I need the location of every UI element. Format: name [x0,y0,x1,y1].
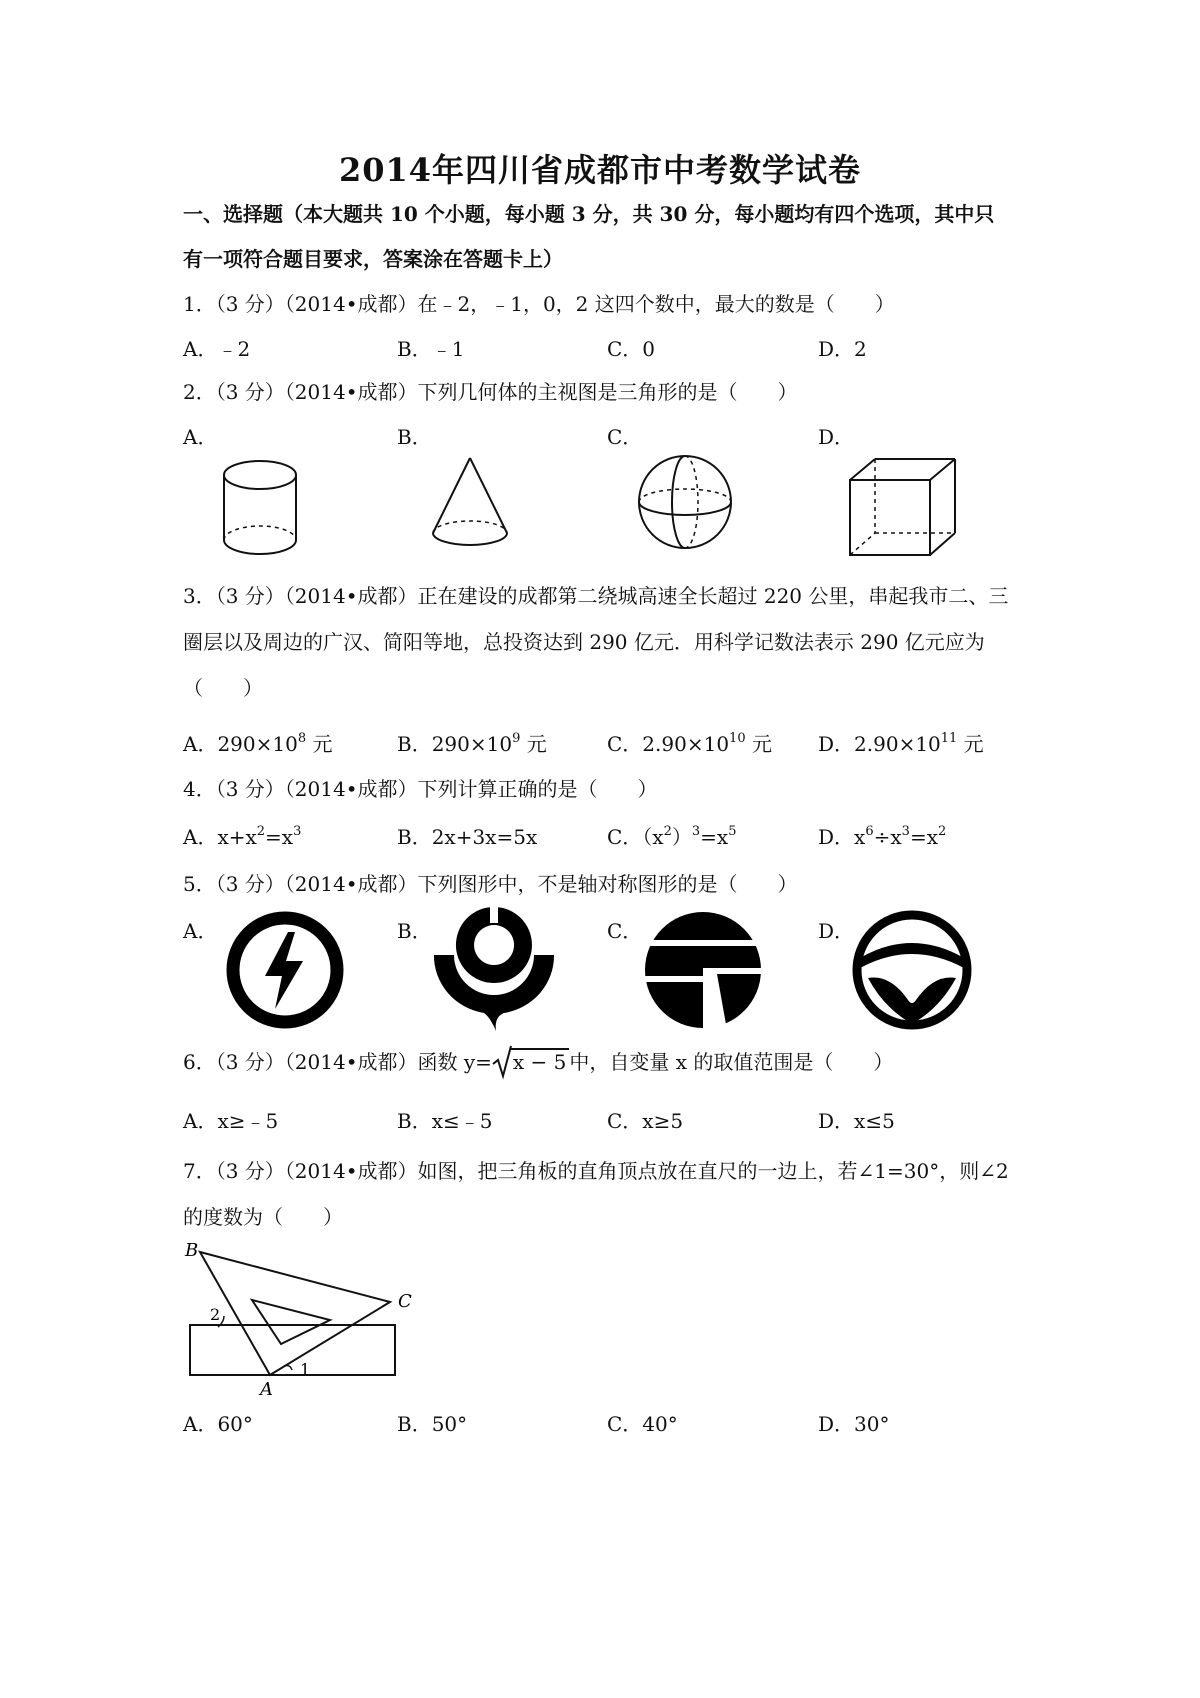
vertex-label-b: B [185,1240,199,1261]
question-4-stem: 4．（3 分）（2014•成都）下列计算正确的是（ ） [183,777,658,801]
vertex-label-c: C [398,1291,412,1312]
vertex-label-a: A [260,1379,273,1400]
question-1-stem: 1．（3 分）（2014•成都）在﹣2，﹣1，0，2 这四个数中，最大的数是（ ） [183,292,895,316]
q7-option-d: D．30° [818,1412,890,1436]
lightning-circle-logo [225,910,345,1030]
page-title: 2014年四川省成都市中考数学试卷 [338,151,862,189]
section-header-line2: 有一项符合题目要求，答案涂在答题卡上） [183,247,563,271]
q6-option-c: C．x≥5 [607,1109,684,1133]
question-3-stem-line1: 3．（3 分）（2014•成都）正在建设的成都第二绕城高速全长超过 220 公里，串起我市二、三 [183,584,1009,608]
half-disc-logo [643,910,763,1030]
cylinder-figure [215,455,305,560]
angle-label-1: 1 [300,1360,311,1379]
q2-option-d: D． [818,425,855,449]
cube-figure [845,455,965,560]
q2-option-a: A． [183,425,218,449]
question-7-stem-line2: 的度数为（ ） [183,1205,343,1229]
question-5-stem: 5．（3 分）（2014•成都）下列图形中，不是轴对称图形的是（ ） [183,872,798,896]
q4-option-b: B．2x+3x=5x [397,825,538,849]
question-3-stem-line3: （ ） [183,676,263,700]
section-header-line1: 一、选择题（本大题共 10 个小题，每小题 3 分，共 30 分，每小题均有四个选项，其中只 [183,202,995,226]
question-6-stem: 6．（3 分）（2014•成都）函数 y= x − 5 中，自变量 x 的取值范围是（ ） [183,1048,893,1076]
q5-option-d: D． [818,919,855,943]
q3-option-c: C．$2.90\times 10^{10}$ 元 [607,731,772,756]
cone-figure [425,450,515,555]
sqrt-expression: x − 5 [492,1048,569,1076]
question-7-stem-line1: 7．（3 分）（2014•成都）如图，把三角板的直角顶点放在直尺的一边上，若∠1=30°，则∠2 [183,1159,1009,1183]
q1-option-c: C．0 [607,337,656,361]
q5-option-a: A． [183,919,218,943]
q2-option-c: C． [607,425,643,449]
q5-option-c: C． [607,919,643,943]
angle-label-2: 2 [210,1305,221,1324]
q4-option-c: C．$(x^2)^3=x^5$ [607,824,737,849]
q6-option-a: A．x≥﹣5 [183,1109,279,1133]
q7-option-a: A．60° [183,1412,253,1436]
question-3-stem-line2: 圈层以及周边的广汉、简阳等地，总投资达到 290 亿元．用科学记数法表示 290 亿元应为 [183,630,985,654]
q1-option-d: D．2 [818,337,867,361]
q5-option-b: B． [397,919,432,943]
q6-option-b: B．x≤﹣5 [397,1109,493,1133]
question-2-stem: 2．（3 分）（2014•成都）下列几何体的主视图是三角形的是（ ） [183,380,798,404]
q7-option-b: B．50° [397,1412,468,1436]
sphere-figure [635,450,740,555]
q2-option-b: B． [397,425,432,449]
q4-option-d: D．$x^6\div x^3=x^2$ [818,824,947,849]
q3-option-b: B．$290\times 10^9$ 元 [397,731,547,756]
q3-option-a: A．$290\times 10^8$ 元 [183,731,333,756]
q7-option-c: C．40° [607,1412,678,1436]
ring-bowl-logo [432,905,557,1035]
q1-option-b: B．﹣1 [397,337,465,361]
q6-option-d: D．x≤5 [818,1109,895,1133]
q4-option-a: A．$x+x^2=x^3$ [183,824,302,849]
q1-option-a: A．﹣2 [183,337,251,361]
q3-option-d: D．$2.90\times 10^{11}$ 元 [818,731,984,756]
triangle-ruler-figure [180,1240,420,1400]
v-circle-logo [850,908,975,1033]
